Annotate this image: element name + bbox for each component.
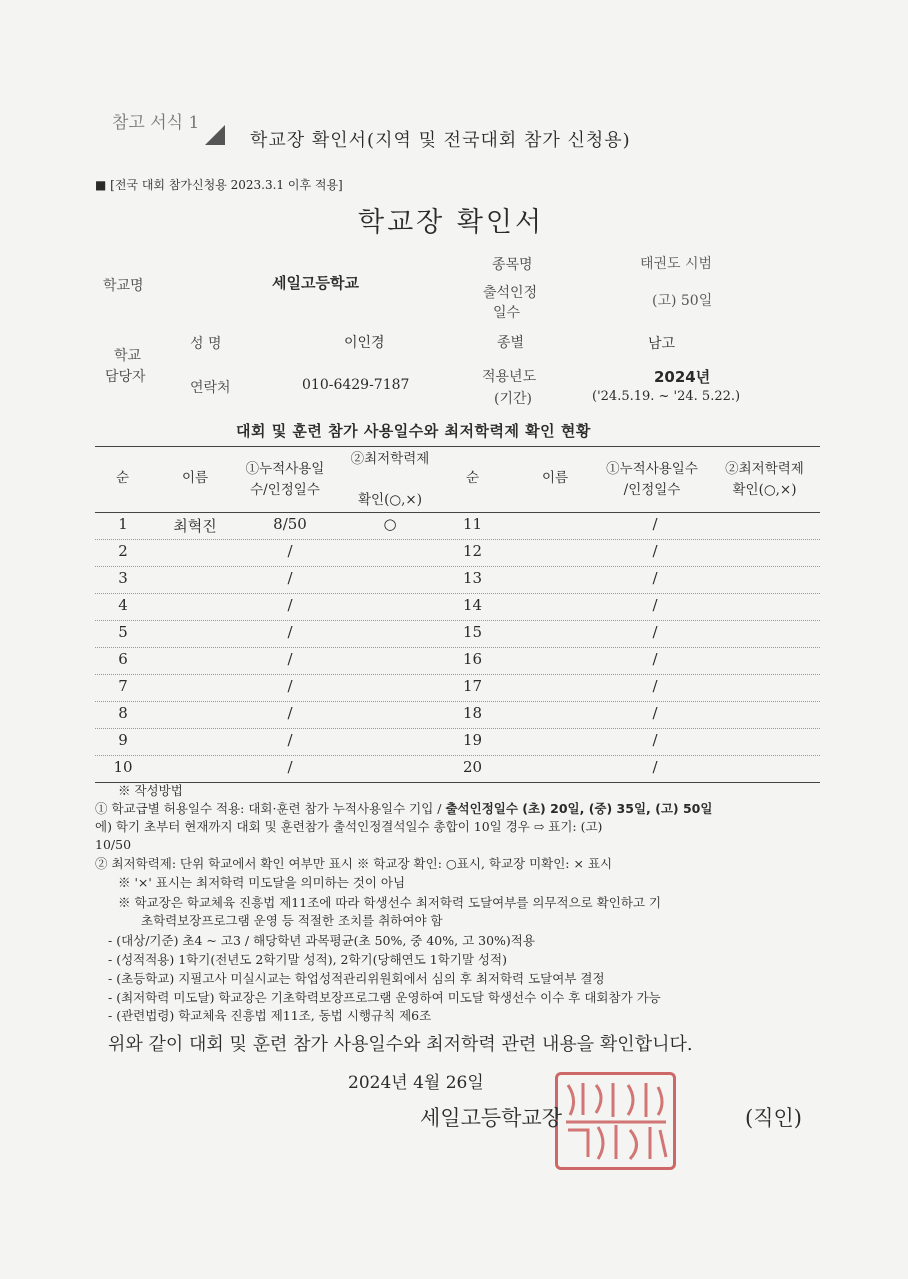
row-days-right: /	[652, 677, 658, 695]
row-divider	[95, 566, 820, 567]
attend-value: (고) 50일	[652, 293, 713, 309]
note-1	[95, 800, 712, 818]
row-number: 6	[118, 650, 128, 668]
row-divider	[95, 674, 820, 675]
school-value: 세일고등학교	[272, 274, 359, 292]
sport-label: 종목명	[492, 257, 533, 273]
row-number: 2	[118, 542, 128, 560]
header-days-2: 수/인정일수	[250, 482, 320, 498]
gender-label: 종별	[497, 335, 525, 351]
row-days: /	[287, 704, 293, 722]
row-number-right: 12	[462, 542, 483, 560]
contact-label: 연락처	[190, 380, 231, 396]
row-days: /	[287, 731, 293, 749]
row-days: /	[287, 542, 293, 560]
row-number: 4	[118, 596, 128, 614]
row-days-right: /	[652, 704, 658, 722]
row-number-right: 13	[462, 569, 483, 587]
row-number-right: 15	[462, 623, 483, 641]
triangle-marker-icon	[205, 125, 225, 145]
row-divider	[95, 647, 820, 648]
note-1-a: ① 학교급별 허용일수 적용: 대회·훈련 참가 누적사용일수 기입 /	[95, 801, 446, 816]
row-divider	[95, 539, 820, 540]
row-divider	[95, 620, 820, 621]
page-title: 학교장 확인서	[358, 207, 545, 238]
row-number-right: 17	[462, 677, 483, 695]
contact-value: 010-6429-7187	[302, 377, 410, 393]
header-no-right: 순	[465, 470, 480, 486]
row-name: 최혁진	[173, 517, 217, 535]
row-days-right: /	[652, 758, 658, 776]
row-days: /	[287, 758, 293, 776]
header-no: 순	[115, 470, 130, 486]
note-3: ※ '×' 표시는 최저학력 미도달을 의미하는 것이 아님	[118, 875, 406, 890]
table-title: 대회 및 훈련 참가 사용일수와 최저학력제 확인 현황	[236, 422, 591, 440]
header-days-1: ①누적사용일	[245, 461, 325, 477]
year-label: 적용년도	[482, 369, 537, 385]
row-days-right: /	[652, 731, 658, 749]
name-label: 성 명	[190, 336, 222, 352]
official-seal-stamp	[555, 1072, 676, 1170]
confirmation-statement: 위와 같이 대회 및 훈련 참가 사용일수와 최저학력 관련 내용을 확인합니다.	[108, 1034, 693, 1055]
row-divider	[95, 593, 820, 594]
applicability-notice: ■ [전국 대회 참가신청용 2023.3.1 이후 적용]	[95, 178, 343, 192]
row-days: 8/50	[273, 515, 307, 533]
attend-label-2: 일수	[493, 305, 521, 321]
form-title: 학교장 확인서(지역 및 전국대회 참가 신청용)	[250, 130, 631, 151]
form-reference: 참고 서식 1	[112, 113, 200, 133]
row-days-right: /	[652, 623, 658, 641]
row-days-right: /	[652, 515, 658, 533]
row-days-right: /	[652, 542, 658, 560]
row-divider	[95, 782, 820, 783]
header-check-1: ②최저학력제	[350, 451, 430, 467]
seal-label: (직인)	[745, 1106, 802, 1130]
row-days: /	[287, 650, 293, 668]
note-4a: ※ 학교장은 학교체육 진흥법 제11조에 따라 학생선수 최저학력 도달여부를 의무적으로 확인하고 기	[118, 895, 662, 910]
school-principal: 세일고등학교장	[420, 1106, 563, 1130]
issue-date: 2024년 4월 26일	[348, 1073, 484, 1093]
header-days-right-1: ①누적사용일수	[606, 461, 698, 477]
name-value: 이인경	[344, 335, 385, 351]
row-check: ○	[383, 515, 397, 533]
note-4b: 초학력보장프로그램 운영 등 적절한 조치를 취하여야 함	[141, 913, 443, 928]
row-number: 7	[118, 677, 128, 695]
row-number: 1	[118, 515, 128, 533]
row-days-right: /	[652, 569, 658, 587]
header-check-right-1: ②최저학력제	[725, 461, 804, 477]
row-number-right: 18	[462, 704, 483, 722]
row-number: 5	[118, 623, 128, 641]
notes-heading: ※ 작성방법	[118, 783, 183, 798]
row-days-right: /	[652, 650, 658, 668]
manager-label-2: 담당자	[105, 369, 146, 385]
note-7: - (초등학교) 지필고사 미실시교는 학업성적관리위원회에서 심의 후 최저학력 도달여부 결정	[108, 971, 605, 986]
row-number-right: 14	[462, 596, 483, 614]
header-name: 이름	[181, 470, 209, 486]
header-check-right-2: 확인(○,×)	[732, 482, 797, 498]
row-number-right: 11	[462, 515, 483, 533]
manager-label: 학교	[114, 348, 142, 364]
row-number-right: 19	[462, 731, 483, 749]
table-header-border	[95, 512, 820, 513]
header-check-2: 확인(○,×)	[358, 492, 422, 508]
note-5: - (대상/기준) 초4 ~ 고3 / 해당학년 과목평균(초 50%, 중 40%, 고 30%)적용	[108, 933, 535, 948]
note-1-d: 10/50	[95, 837, 132, 852]
sport-value: 태권도 시범	[640, 256, 713, 272]
row-divider	[95, 728, 820, 729]
row-divider	[95, 755, 820, 756]
row-number-right: 20	[462, 758, 483, 776]
row-days: /	[287, 623, 293, 641]
note-2: ② 최저학력제: 단위 학교에서 확인 여부만 표시 ※ 학교장 확인: ○표시, 학교장 미확인: × 표시	[95, 856, 613, 871]
row-divider	[95, 701, 820, 702]
year-label-2: (기간)	[494, 391, 532, 407]
row-number: 10	[113, 758, 133, 776]
row-days-right: /	[652, 596, 658, 614]
gender-value: 남고	[648, 336, 676, 352]
row-number: 8	[118, 704, 128, 722]
row-number: 9	[118, 731, 128, 749]
header-name-right: 이름	[541, 470, 569, 486]
table-top-border	[95, 446, 820, 447]
row-number: 3	[118, 569, 128, 587]
row-days: /	[287, 677, 293, 695]
year-value: 2024년	[654, 368, 711, 386]
attend-label: 출석인정	[483, 285, 538, 301]
seal-pattern-icon	[558, 1075, 673, 1167]
header-days-right-2: /인정일수	[623, 482, 681, 498]
note-8: - (최저학력 미도달) 학교장은 기초학력보장프로그램 운영하여 미도달 학생선수 이수 후 대회참가 가능	[108, 990, 661, 1005]
row-days: /	[287, 596, 293, 614]
note-1-b: 출석인정일수 (초) 20일, (중) 35일, (고) 50일	[445, 801, 713, 816]
note-9: - (관련법령) 학교체육 진흥법 제11조, 동법 시행규칙 제6조	[108, 1008, 432, 1023]
period-value: ('24.5.19. ~ '24. 5.22.)	[592, 389, 741, 404]
note-6: - (성적적용) 1학기(전년도 2학기말 성적), 2학기(당해연도 1학기말 성적)	[108, 952, 507, 967]
row-days: /	[287, 569, 293, 587]
note-1-c: 에) 학기 초부터 현재까지 대회 및 훈련참가 출석인정결석일수 총합이 10일 경우 ⇨ 표기: (고)	[95, 819, 603, 834]
school-label: 학교명	[103, 278, 144, 294]
row-number-right: 16	[462, 650, 483, 668]
